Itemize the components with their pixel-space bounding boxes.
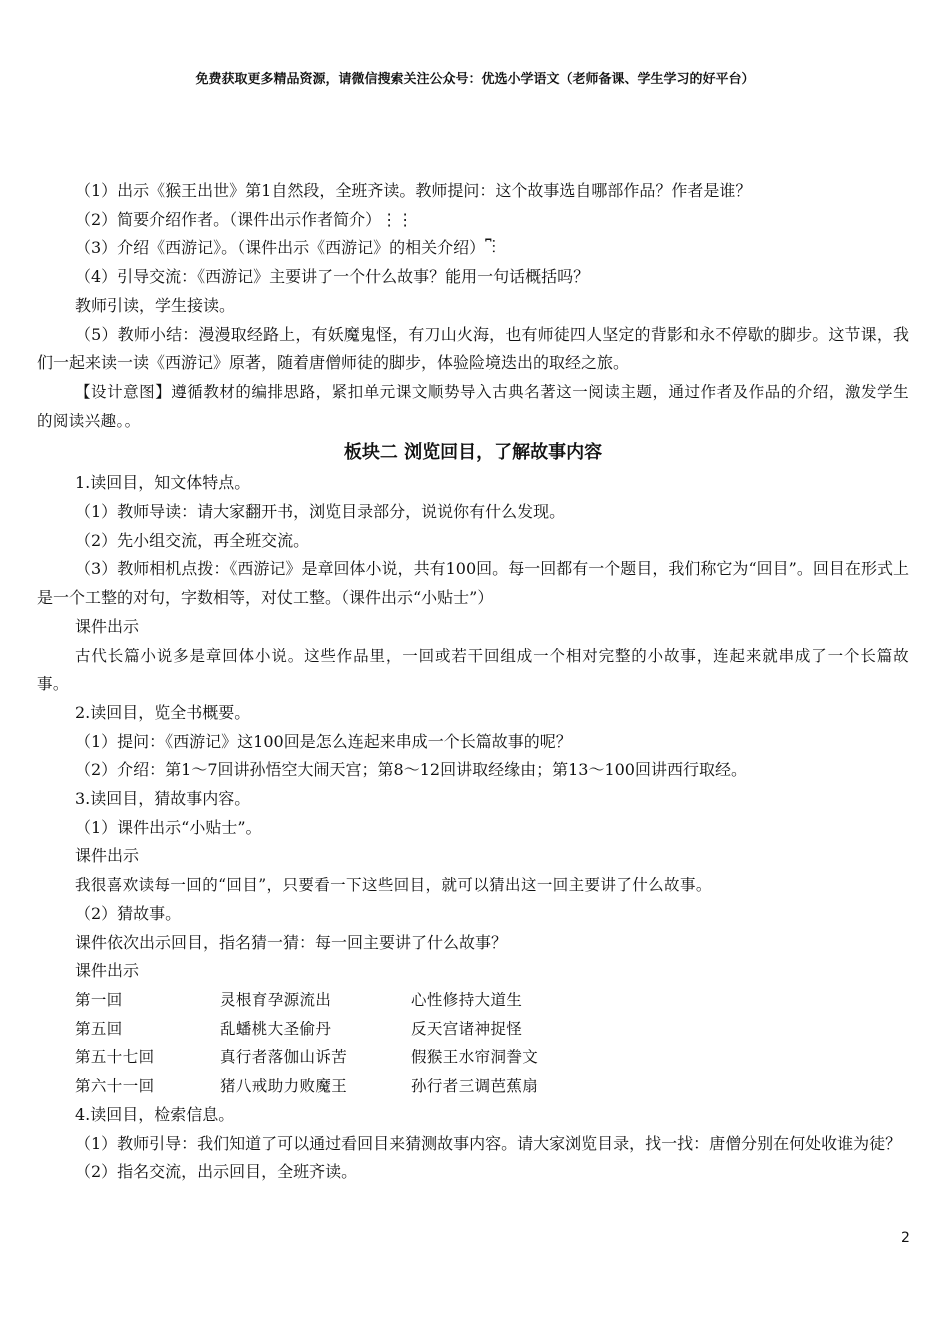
paragraph: 教师引读，学生接读。 (75, 295, 236, 315)
step-title: 1.读回目，知文体特点。 (75, 473, 251, 493)
paragraph: （3）教师相机点拨：《西游记》是章回体小说，共有100回。每一回都有一个题目，我们称它为“回目”。回目在形式上是一个工整的对句，字数相等，对仗工整。（课件出示“小贴士”） (37, 559, 909, 608)
chapter-title-table (75, 986, 909, 1101)
courseware-text: 古代长篇小说多是章回体小说。这些作品里，一回或若干回组成一个相对完整的小故事，连起来就串成了一个长篇故事。 (37, 646, 909, 694)
courseware-label: 课件出示 (75, 961, 140, 981)
chapter-row (75, 986, 909, 1015)
paragraph: （4）引导交流：《西游记》主要讲了一个什么故事？能用一句话概括吗？ (75, 267, 590, 287)
design-intent: 【设计意图】遵循教材的编排思路，紧扣单元课文顺势导入古典名著这一阅读主题，通过作者及作品的介绍，激发学生的阅读兴趣。。 (37, 382, 909, 430)
paragraph: （5）教师小结：漫漫取经路上，有妖魔鬼怪，有刀山火海，也有师徒四人坚定的背影和永不停歇的脚步。这节课，我们一起来读一读《西游记》原著，随着唐僧师徒的脚步，体验险境迭出的取经之旅。 (37, 324, 909, 373)
chapter-second-line: 心性修持大道生 (411, 990, 523, 1009)
chapter-first-line: 猪八戒助力败魔王 (220, 1077, 348, 1096)
chapter-number: 第五回 (75, 1019, 123, 1038)
paragraph: （2）猜故事。 (75, 903, 182, 923)
chapter-first-line: 乱蟠桃大圣偷丹 (220, 1019, 332, 1038)
paragraph: （1）教师引导：我们知道了可以通过看回目来猜测故事内容。请大家浏览目录，找一找：唐僧分别在何处收谁为徒？ (75, 1133, 902, 1153)
paragraph: （2）简要介绍作者。（课件出示作者简介）⋮⋮ (75, 209, 414, 229)
courseware-text: 我很喜欢读每一回的“回目”，只要看一下这些回目，就可以猜出这一回主要讲了什么故事。 (75, 876, 712, 895)
chapter-second-line: 假猴王水帘洞誊文 (411, 1048, 539, 1067)
chapter-second-line: 反天宫诸神捉怪 (411, 1019, 523, 1038)
step-title: 2.读回目，览全书概要。 (75, 702, 251, 722)
paragraph: （1）课件出示“小贴士”。 (75, 817, 262, 837)
document-body (37, 177, 909, 1187)
paragraph: （1）提问：《西游记》这100回是怎么连起来串成一个长篇故事的呢？ (75, 731, 572, 751)
paragraph: （2）先小组交流，再全班交流。 (75, 530, 310, 550)
chapter-row (75, 1072, 909, 1101)
chapter-first-line: 真行者落伽山诉苦 (220, 1048, 348, 1067)
chapter-row (75, 1015, 909, 1044)
step-title: 4.读回目，检索信息。 (75, 1104, 235, 1124)
chapter-number: 第六十一回 (75, 1077, 155, 1096)
paragraph: （3）介绍《西游记》。（课件出示《西游记》的相关介绍）⎴⋮ (75, 238, 496, 258)
chapter-row (75, 1043, 909, 1072)
page-header-banner: 免费获取更多精品资源，请微信搜索关注公众号：优选小学语文（老师备课、学生学习的好平台） (195, 72, 755, 87)
paragraph: 课件依次出示回目，指名猜一猜：每一回主要讲了什么故事？ (75, 932, 508, 952)
step-title: 3.读回目，猜故事内容。 (75, 789, 251, 809)
courseware-label: 课件出示 (75, 616, 140, 636)
paragraph: （1）出示《猴王出世》第1自然段，全班齐读。教师提问：这个故事选自哪部作品？作者是谁？ (75, 181, 752, 200)
chapter-second-line: 孙行者三调芭蕉扇 (411, 1077, 539, 1096)
paragraph: （1）教师导读：请大家翻开书，浏览目录部分，说说你有什么发现。 (75, 502, 566, 522)
chapter-number: 第五十七回 (75, 1048, 155, 1067)
chapter-number: 第一回 (75, 990, 123, 1009)
section-title: 板块二 浏览回目，了解故事内容 (343, 442, 603, 464)
page-number: 2 (901, 1230, 910, 1246)
paragraph: （2）介绍：第1～7回讲孙悟空大闹天宫；第8～12回讲取经缘由；第13～100回讲西行取经。 (75, 760, 747, 780)
paragraph: （2）指名交流，出示回目，全班齐读。 (75, 1162, 358, 1182)
chapter-first-line: 灵根育孕源流出 (220, 990, 332, 1009)
courseware-label: 课件出示 (75, 846, 140, 866)
